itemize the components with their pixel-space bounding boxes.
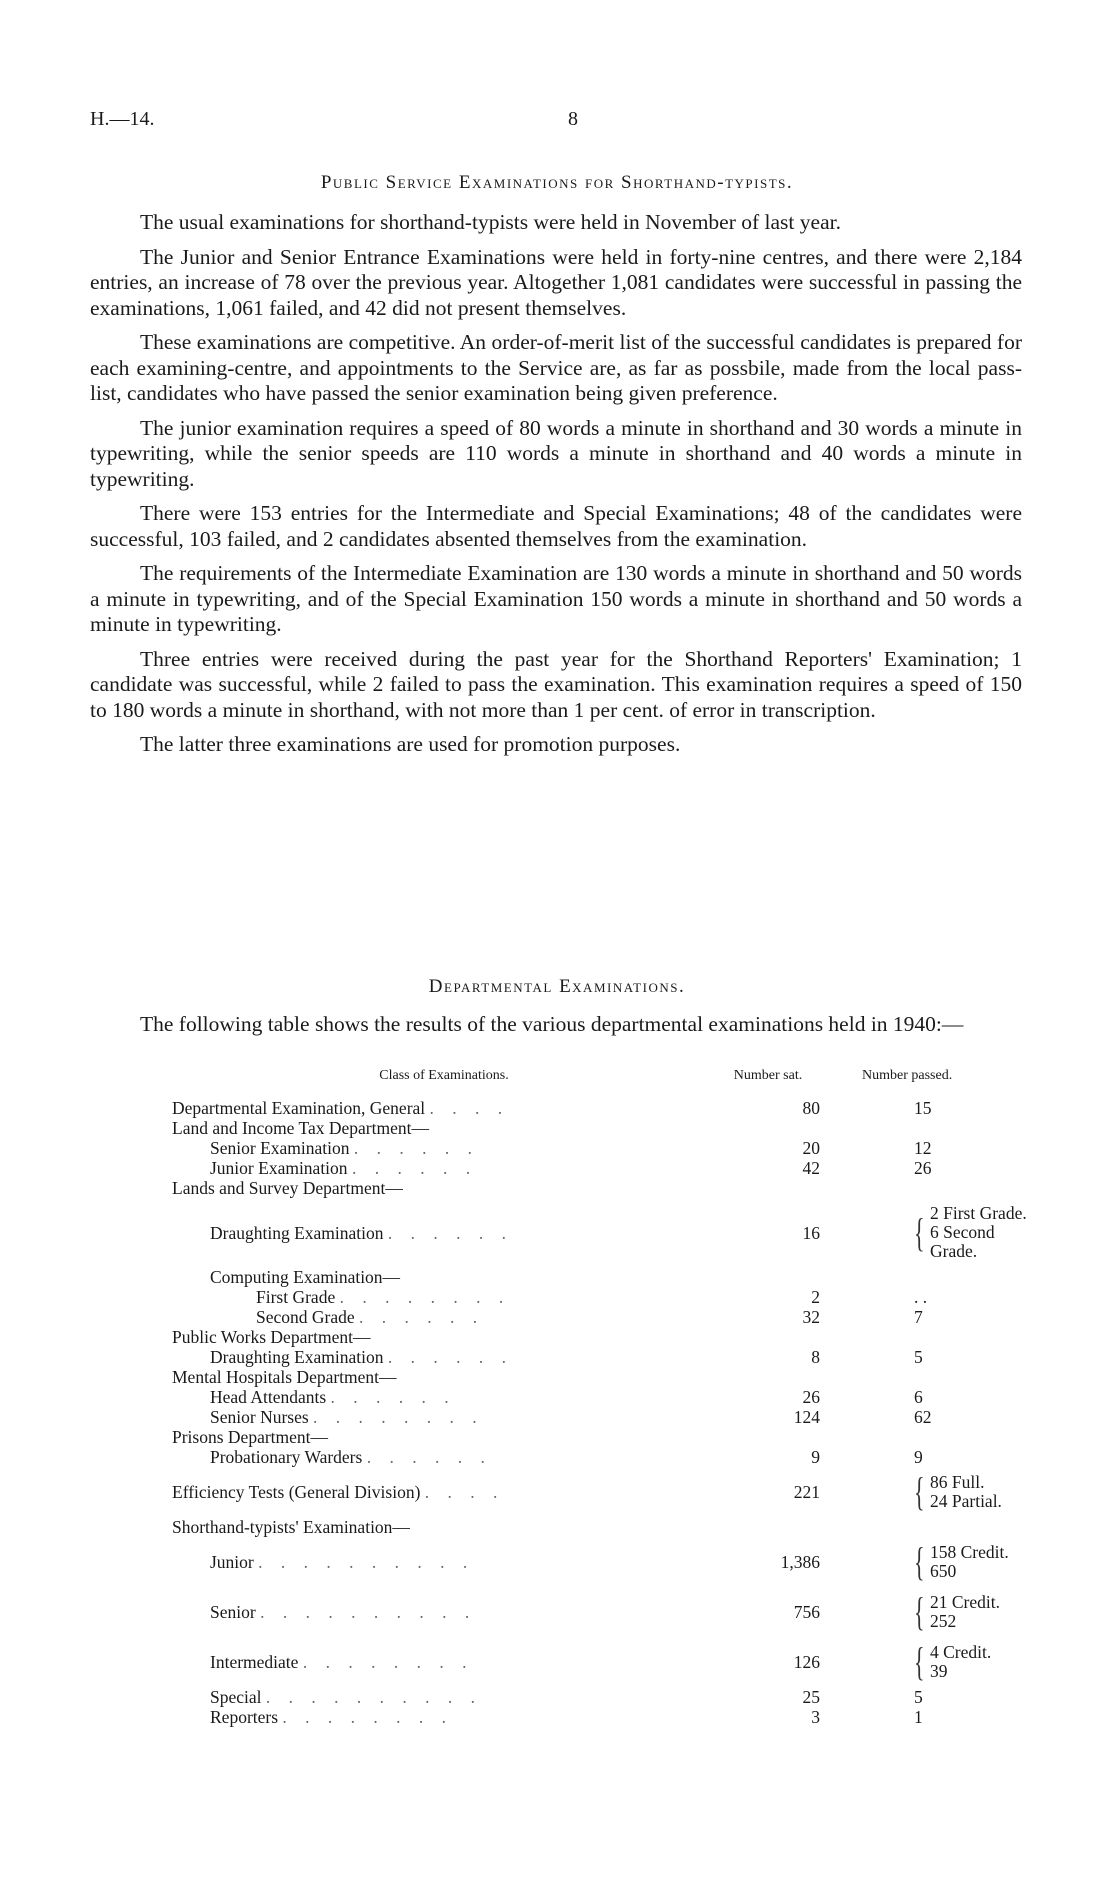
dot-leader: . . . . . . . . . . — [258, 1552, 475, 1572]
number-sat: 32 — [802, 1307, 820, 1327]
page-number: 8 — [568, 108, 578, 130]
table-row — [172, 1158, 1032, 1178]
page-header — [90, 108, 1030, 138]
column-header-class: Class of Examinations. — [379, 1068, 509, 1083]
dot-leader: . . . . . . . . — [313, 1407, 484, 1427]
dot-leader: . . . . . . — [351, 1158, 478, 1178]
number-passed: 5 — [914, 1347, 923, 1367]
number-passed: 5 — [914, 1687, 923, 1707]
number-passed: 26 — [914, 1158, 932, 1178]
paragraph: The latter three examinations are used for promotion purposes. — [140, 732, 681, 756]
row-label: Draughting Examination — [210, 1222, 384, 1243]
table-row — [172, 1407, 1032, 1427]
paragraph: The requirements of the Intermediate Examination are 130 words a minute in shorthand and 50 words a minute in typewriting, and of the Special Examination 150 words a minute in shorthand and 50 words a minute in typewriting. — [90, 561, 1022, 636]
group-label: Shorthand-typists' Examination— — [172, 1517, 410, 1537]
dot-leader: . . . . . . . . — [282, 1707, 454, 1727]
number-passed: 650 — [930, 1561, 957, 1581]
number-passed: 7 — [914, 1307, 923, 1327]
number-sat: 42 — [802, 1158, 820, 1178]
number-passed: 62 — [914, 1407, 932, 1427]
dot-leader: . . . . . . — [366, 1447, 492, 1467]
group-label: Public Works Department— — [172, 1327, 371, 1347]
group-label: Land and Income Tax Department— — [172, 1118, 429, 1138]
column-header-sat: Number sat. — [733, 1068, 803, 1083]
section-heading-shorthand: Public Service Examinations for Shorthand-typists. — [320, 172, 794, 193]
number-passed: 4 Credit. — [930, 1642, 992, 1662]
dot-leader: . . . . . . . . . . — [260, 1602, 477, 1622]
number-sat: 3 — [811, 1707, 820, 1727]
row-label: Senior — [210, 1602, 256, 1622]
number-passed: 15 — [914, 1098, 932, 1118]
table-row — [172, 1537, 1032, 1587]
paragraph: The Junior and Senior Entrance Examinations were held in forty-nine centres, and there were 2,184 entries, an increase of 78 over the previous year. Altogether 1,081 candidates were successful in passing the examinations, 1,061 failed, and 42 did not present themselves. — [90, 244, 1022, 320]
table-group-row — [172, 1118, 1032, 1138]
dot-leader: . . . . . . . . — [302, 1652, 474, 1672]
row-label: Efficiency Tests (General Division) — [172, 1482, 421, 1502]
table-group-row — [172, 1427, 1032, 1447]
group-label: Computing Examination— — [210, 1267, 401, 1287]
number-passed: 252 — [930, 1611, 957, 1631]
table-row — [172, 1467, 1032, 1517]
row-label: Junior — [210, 1552, 254, 1572]
table-group-row — [172, 1267, 1032, 1287]
number-sat: 124 — [793, 1407, 820, 1427]
section-heading-departmental: Departmental Examinations. — [428, 976, 686, 997]
row-label: Intermediate — [210, 1652, 299, 1672]
number-passed: . . — [914, 1287, 928, 1307]
table-row — [172, 1138, 1032, 1158]
number-passed: 2 First Grade. — [930, 1203, 1027, 1223]
row-label: Draughting Examination — [210, 1347, 384, 1367]
page-id: H.—14. — [90, 108, 155, 130]
dot-leader: . . . . — [429, 1098, 510, 1118]
number-passed: 12 — [914, 1138, 932, 1158]
number-passed: 24 Partial. — [930, 1491, 1002, 1511]
column-header-passed: Number passed. — [862, 1068, 953, 1083]
table-row — [172, 1447, 1032, 1467]
row-label: Reporters — [210, 1707, 279, 1727]
row-label: Probationary Warders — [210, 1447, 363, 1467]
brace-mark: { — [914, 1539, 925, 1584]
table-row — [172, 1098, 1032, 1118]
row-label: Head Attendants — [210, 1387, 327, 1407]
paragraph: These examinations are competitive. An order-of-merit list of the successful candidates is prepared for each examining-centre, and appointments to the Service are, as far as possbile, made from the local pass-list, candidates who have passed the senior examination being given preference. — [90, 330, 1022, 405]
number-passed: 1 — [914, 1707, 923, 1727]
paragraph: The usual examinations for shorthand-typists were held in November of last year. — [140, 210, 841, 234]
brace-mark: { — [914, 1589, 925, 1634]
brace-mark: { — [914, 1639, 925, 1684]
number-sat: 26 — [802, 1387, 820, 1407]
table-row — [172, 1387, 1032, 1407]
section-intro-departmental — [90, 1012, 1022, 1047]
row-label: Senior Examination — [210, 1138, 350, 1158]
number-sat: 2 — [811, 1287, 820, 1307]
dot-leader: . . . . . . . . — [339, 1287, 511, 1307]
table-row — [172, 1637, 1032, 1687]
number-sat: 126 — [793, 1652, 820, 1672]
paragraph: The junior examination requires a speed of 80 words a minute in shorthand and 30 words a minute in typewriting, while the senior speeds are 110 words a minute in shorthand and 40 words a minute in typewriting. — [90, 415, 1022, 491]
number-sat: 9 — [811, 1447, 820, 1467]
number-passed: 6 Second Grade. — [930, 1222, 995, 1261]
table-row — [172, 1687, 1032, 1707]
table-group-row — [172, 1367, 1032, 1387]
table-group-row — [172, 1517, 1032, 1537]
dot-leader: . . . . — [424, 1482, 505, 1502]
number-passed: 86 Full. — [930, 1472, 985, 1492]
number-sat: 221 — [793, 1482, 820, 1502]
brace-mark: { — [914, 1209, 925, 1255]
number-sat: 16 — [802, 1222, 820, 1243]
number-passed: 21 Credit. — [930, 1592, 1000, 1612]
paragraph: The following table shows the results of the various departmental examinations held in 1940:— — [140, 1012, 964, 1036]
table-row — [172, 1287, 1032, 1307]
table-header-row — [172, 1068, 1032, 1098]
brace-mark: { — [914, 1469, 925, 1514]
exam-results-table — [172, 1068, 1032, 1727]
number-sat: 8 — [811, 1347, 820, 1367]
row-label: First Grade — [256, 1287, 336, 1307]
number-sat: 80 — [802, 1098, 820, 1118]
table-row — [172, 1587, 1032, 1637]
dot-leader: . . . . . . — [387, 1222, 514, 1243]
group-label: Mental Hospitals Department— — [172, 1367, 397, 1387]
row-label: Senior Nurses — [210, 1407, 309, 1427]
table-group-row — [172, 1178, 1032, 1198]
group-label: Lands and Survey Department— — [172, 1178, 403, 1198]
dot-leader: . . . . . . — [387, 1347, 514, 1367]
row-label: Special — [210, 1687, 262, 1707]
paragraph: There were 153 entries for the Intermediate and Special Examinations; 48 of the candidates were successful, 103 failed, and 2 candidates absented themselves from the examination. — [90, 501, 1022, 551]
number-passed: 39 — [930, 1661, 948, 1681]
number-passed: 158 Credit. — [930, 1542, 1009, 1562]
dot-leader: . . . . . . — [353, 1138, 479, 1158]
section-body-shorthand — [90, 210, 1022, 767]
row-label: Departmental Examination, General — [172, 1098, 426, 1118]
table-row — [172, 1347, 1032, 1367]
number-passed: 9 — [914, 1447, 923, 1467]
number-sat: 25 — [802, 1687, 820, 1707]
table-row — [172, 1307, 1032, 1327]
table-row — [172, 1198, 1032, 1267]
row-label: Second Grade — [256, 1307, 355, 1327]
table-group-row — [172, 1327, 1032, 1347]
paragraph: Three entries were received during the past year for the Shorthand Reporters' Examination; 1 candidate was successful, while 2 failed to pass the examination. This examination requires a speed of 150 to 180 words a minute in shorthand, with not more than 1 per cent. of error in transcription. — [90, 646, 1022, 722]
dot-leader: . . . . . . . . . . — [265, 1687, 483, 1707]
dot-leader: . . . . . . — [330, 1387, 456, 1407]
table-row — [172, 1707, 1032, 1727]
group-label: Prisons Department— — [172, 1427, 329, 1447]
row-label: Junior Examination — [210, 1158, 348, 1178]
number-sat: 756 — [793, 1602, 820, 1622]
dot-leader: . . . . . . — [359, 1307, 485, 1327]
number-sat: 20 — [802, 1138, 820, 1158]
number-sat: 1,386 — [780, 1552, 820, 1572]
number-passed: 6 — [914, 1387, 923, 1407]
